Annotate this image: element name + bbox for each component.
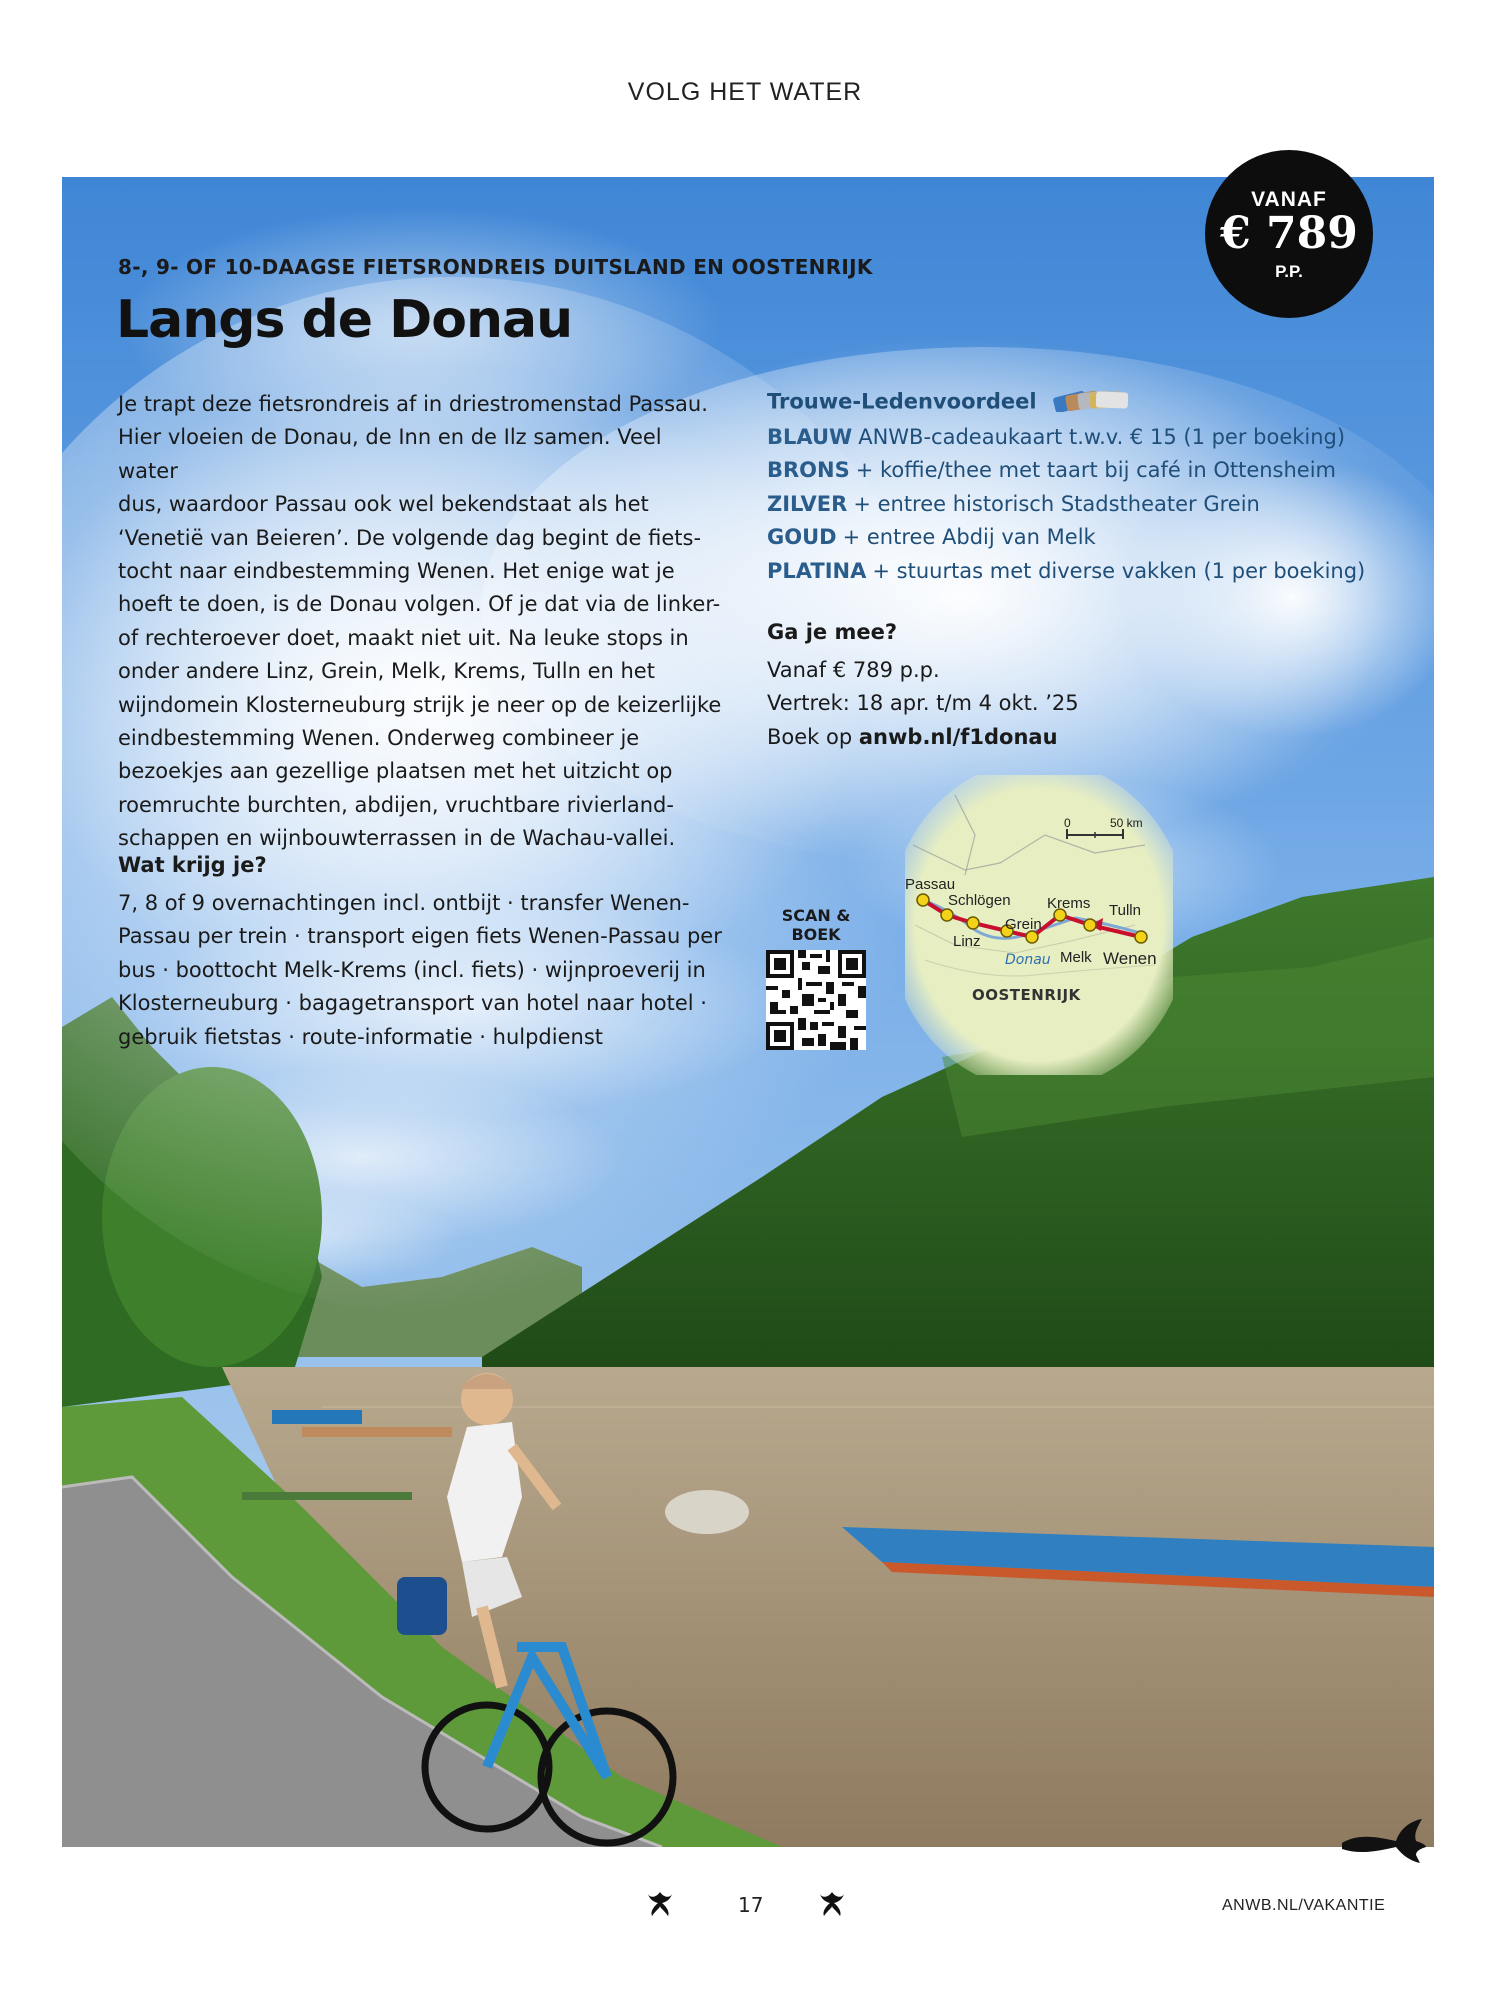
page-number: 17 [738,1893,764,1917]
intro-line: eindbestemming Wenen. Onderweg combineer je [118,726,640,751]
map-city-grein: Grein [1005,916,1042,933]
benefit-tier: ZILVER [767,491,848,516]
price-badge [1205,150,1373,318]
what-you-get-line: gebruik fietstas · route-informatie · hulpdienst [118,1024,603,1049]
qr-code[interactable] [766,950,866,1050]
map-country-label: OOSTENRIJK [972,986,1081,1004]
intro-line: tocht naar eindbestemming Wenen. Het enige wat je [118,559,675,584]
intro-line: roemruchte burchten, abdijen, vruchtbare rivierland- [118,792,674,817]
benefit-tier: BLAUW [767,425,853,449]
benefit-text: + entree Abdij van Melk [842,525,1096,550]
booking-link[interactable]: anwb.nl/f1donau [858,724,1058,749]
intro-line: onder andere Linz, Grein, Melk, Krems, Tulln en het [118,659,655,684]
footer-site-link[interactable]: ANWB.NL/VAKANTIE [1222,1897,1386,1914]
what-you-get-line: Passau per trein · transport eigen fiets Wenen-Passau per [118,924,722,949]
intro-line: Je trapt deze fietsrondreis af in driestromenstad Passau. [118,392,708,416]
what-you-get-line: bus · boottocht Melk-Krems (incl. fiets) · wijnproeverij in [118,957,706,982]
benefit-item [767,521,1387,554]
map-scale-label: 50 km [1110,816,1143,830]
member-benefits-list [767,421,1387,588]
intro-line: hoeft te doen, is de Donau volgen. Of je dat via de linker- [118,592,721,617]
benefit-item [767,555,1387,588]
what-you-get-line: 7, 8 of 9 overnachtingen incl. ontbijt · transfer Wenen- [118,891,690,915]
scan-label [762,906,870,944]
benefit-text: + koffie/thee met taart bij café in Ottensheim [855,458,1337,483]
benefit-item [767,454,1387,487]
intro-line: dus, waardoor Passau ook wel bekendstaat als het [118,492,649,517]
fleuron-icon [646,1890,674,1918]
section-header: VOLG HET WATER [627,78,863,106]
map-city-wenen: Wenen [1103,949,1157,968]
price-badge-prefix: VANAF [1251,188,1327,211]
price-badge-amount: € 789 [1220,208,1358,259]
benefit-text: + stuurtas met diverse vakken (1 per boeking) [872,558,1366,583]
what-you-get-line: Klosterneuburg · bagagetransport van hotel naar hotel · [118,991,707,1016]
member-benefits-title: Trouwe-Ledenvoordeel [767,389,1037,414]
benefit-item [767,421,1387,454]
booking-info [767,654,1079,754]
benefit-tier: PLATINA [767,558,867,583]
article-intro [118,388,728,856]
booking-departure: Vertrek: 18 apr. t/m 4 okt. ’25 [767,691,1079,716]
intro-line: Hier vloeien de Donau, de Inn en de Ilz samen. Veel water [118,425,662,483]
benefit-tier: GOUD [767,525,837,550]
map-river-label: Donau [1005,952,1051,968]
booking-link-prefix: Boek op [767,724,853,749]
booking-heading: Ga je mee? [767,620,898,644]
intro-line: wijndomein Klosterneuburg strijk je neer op de keizerlijke [118,692,722,717]
article-subtitle: 8-, 9- OF 10-DAAGSE FIETSRONDREIS DUITSLAND EN OOSTENRIJK [118,255,873,279]
what-you-get-list [118,887,728,1054]
ornamental-arrow-icon [1338,1815,1428,1865]
intro-line: ‘Venetië van Beieren’. De volgende dag begint de fiets- [118,525,702,550]
benefit-text: ANWB-cadeaukaart t.w.v. € 15 (1 per boeking) [858,425,1346,449]
scan-label-line1: SCAN & [781,906,851,925]
booking-link-line [767,721,1079,754]
scan-label-line2: BOEK [791,925,841,944]
member-benefits-heading [767,388,1130,417]
map-city-krems: Krems [1047,895,1091,912]
booking-price: Vanaf € 789 p.p. [767,658,940,682]
map-city-melk: Melk [1060,949,1092,966]
price-badge-suffix: P.P. [1275,262,1303,281]
map-city-tulln: Tulln [1109,902,1141,919]
intro-line: of rechteroever doet, maakt niet uit. Na leuke stops in [118,625,689,650]
map-city-schlogen: Schlögen [948,892,1011,909]
member-cards-icon [1052,388,1130,417]
benefit-text: + entree historisch Stadstheater Grein [853,491,1260,516]
map-city-passau: Passau [905,876,956,893]
map-scale-zero: 0 [1064,816,1071,830]
benefit-tier: BRONS [767,458,850,483]
benefit-item [767,488,1387,521]
what-you-get-heading: Wat krijg je? [118,853,267,877]
fleuron-icon [818,1890,846,1918]
intro-line: schappen en wijnbouwterrassen in de Wachau-vallei. [118,826,676,851]
article-title: Langs de Donau [116,290,573,350]
intro-line: bezoekjes aan gezellige plaatsen met het uitzicht op [118,759,673,784]
map-city-linz: Linz [953,933,981,950]
